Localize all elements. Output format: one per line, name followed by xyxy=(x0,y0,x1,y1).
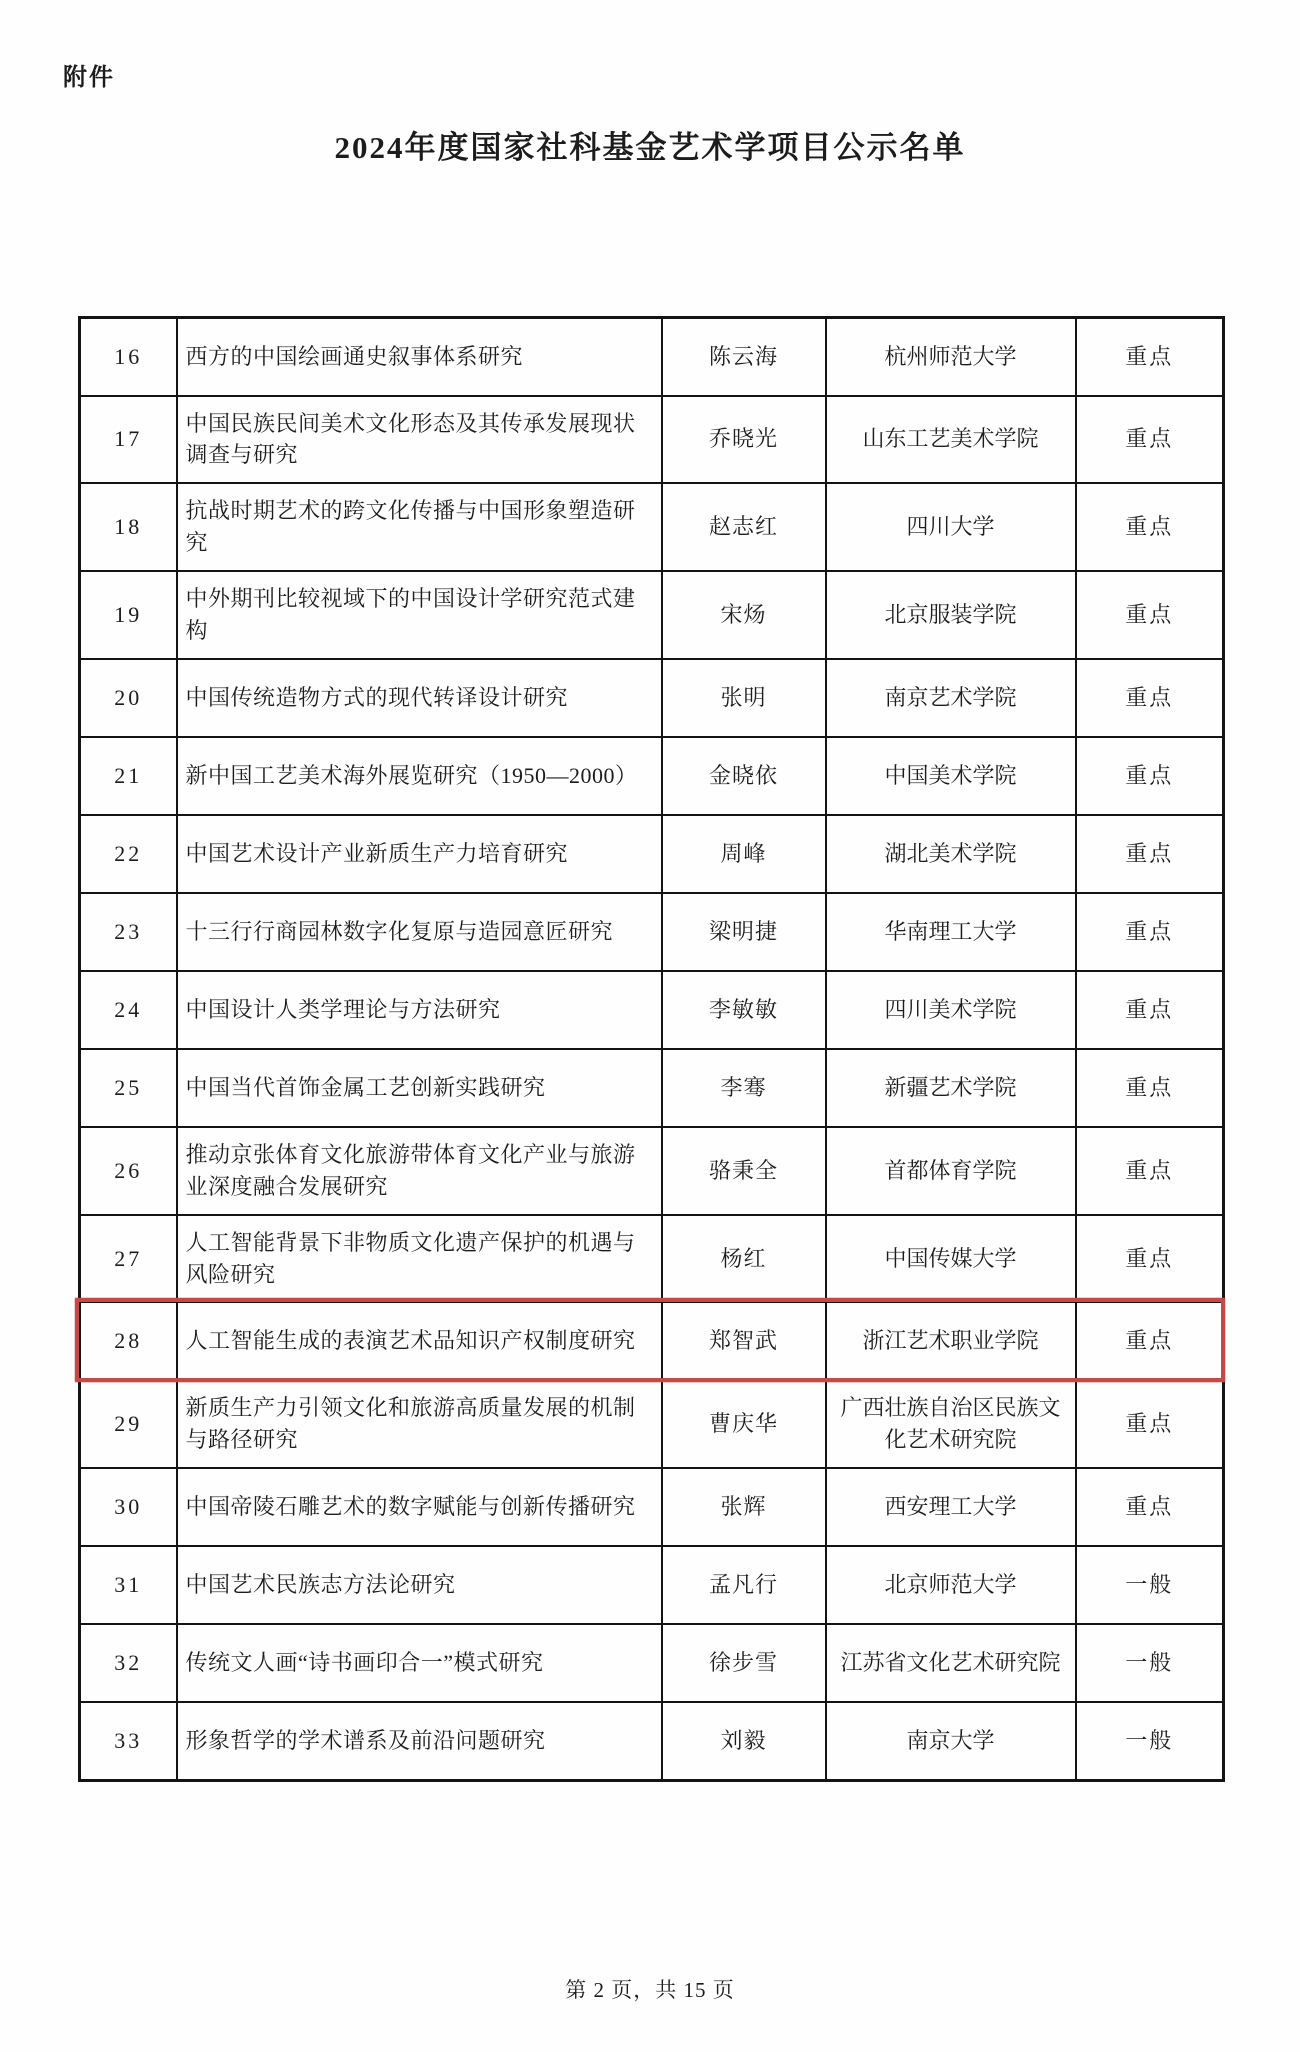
cell-row-number: 18 xyxy=(80,483,177,571)
cell-category: 重点 xyxy=(1076,1468,1224,1546)
cell-category: 重点 xyxy=(1076,1215,1224,1303)
cell-row-number: 31 xyxy=(80,1546,177,1624)
cell-person-name: 曹庆华 xyxy=(662,1380,826,1468)
cell-row-number: 32 xyxy=(80,1624,177,1702)
cell-person-name: 徐步雪 xyxy=(662,1624,826,1702)
cell-person-name: 陈云海 xyxy=(662,318,826,396)
cell-row-number: 19 xyxy=(80,571,177,659)
cell-category: 重点 xyxy=(1076,815,1224,893)
cell-person-name: 周峰 xyxy=(662,815,826,893)
cell-institution: 北京服装学院 xyxy=(826,571,1076,659)
cell-institution: 浙江艺术职业学院 xyxy=(826,1302,1076,1380)
table-row xyxy=(80,1702,1224,1780)
cell-institution: 湖北美术学院 xyxy=(826,815,1076,893)
cell-row-number: 22 xyxy=(80,815,177,893)
cell-category: 重点 xyxy=(1076,483,1224,571)
cell-project-title: 抗战时期艺术的跨文化传播与中国形象塑造研究 xyxy=(177,483,662,571)
cell-row-number: 17 xyxy=(80,396,177,484)
cell-institution: 广西壮族自治区民族文化艺术研究院 xyxy=(826,1380,1076,1468)
cell-person-name: 张辉 xyxy=(662,1468,826,1546)
table-row xyxy=(80,1049,1224,1127)
table-row xyxy=(80,1624,1224,1702)
cell-person-name: 郑智武 xyxy=(662,1302,826,1380)
cell-category: 重点 xyxy=(1076,737,1224,815)
cell-project-title: 形象哲学的学术谱系及前沿问题研究 xyxy=(177,1702,662,1780)
table-row xyxy=(80,1302,1224,1380)
table-row xyxy=(80,1127,1224,1215)
cell-project-title: 中国设计人类学理论与方法研究 xyxy=(177,971,662,1049)
cell-category: 一般 xyxy=(1076,1546,1224,1624)
cell-project-title: 中国艺术民族志方法论研究 xyxy=(177,1546,662,1624)
cell-category: 重点 xyxy=(1076,571,1224,659)
cell-project-title: 中国民族民间美术文化形态及其传承发展现状调查与研究 xyxy=(177,396,662,484)
cell-person-name: 张明 xyxy=(662,659,826,737)
cell-institution: 山东工艺美术学院 xyxy=(826,396,1076,484)
cell-row-number: 25 xyxy=(80,1049,177,1127)
cell-project-title: 人工智能背景下非物质文化遗产保护的机遇与风险研究 xyxy=(177,1215,662,1303)
cell-person-name: 孟凡行 xyxy=(662,1546,826,1624)
table-row xyxy=(80,1468,1224,1546)
projects-table xyxy=(78,316,1225,1782)
table-row xyxy=(80,893,1224,971)
cell-row-number: 21 xyxy=(80,737,177,815)
cell-institution: 南京艺术学院 xyxy=(826,659,1076,737)
cell-project-title: 中国传统造物方式的现代转译设计研究 xyxy=(177,659,662,737)
cell-institution: 首都体育学院 xyxy=(826,1127,1076,1215)
cell-category: 一般 xyxy=(1076,1702,1224,1780)
cell-institution: 四川大学 xyxy=(826,483,1076,571)
cell-row-number: 16 xyxy=(80,318,177,396)
cell-institution: 华南理工大学 xyxy=(826,893,1076,971)
cell-row-number: 30 xyxy=(80,1468,177,1546)
table-row xyxy=(80,815,1224,893)
cell-category: 重点 xyxy=(1076,659,1224,737)
cell-institution: 江苏省文化艺术研究院 xyxy=(826,1624,1076,1702)
cell-row-number: 29 xyxy=(80,1380,177,1468)
cell-row-number: 23 xyxy=(80,893,177,971)
cell-person-name: 李敏敏 xyxy=(662,971,826,1049)
attachment-label: 附件 xyxy=(63,64,115,91)
cell-project-title: 推动京张体育文化旅游带体育文化产业与旅游业深度融合发展研究 xyxy=(177,1127,662,1215)
cell-project-title: 中国当代首饰金属工艺创新实践研究 xyxy=(177,1049,662,1127)
cell-person-name: 赵志红 xyxy=(662,483,826,571)
table-row xyxy=(80,1215,1224,1303)
projects-table-wrap xyxy=(78,316,1224,1782)
cell-row-number: 26 xyxy=(80,1127,177,1215)
cell-institution: 杭州师范大学 xyxy=(826,318,1076,396)
cell-institution: 新疆艺术学院 xyxy=(826,1049,1076,1127)
cell-project-title: 传统文人画“诗书画印合一”模式研究 xyxy=(177,1624,662,1702)
cell-project-title: 人工智能生成的表演艺术品知识产权制度研究 xyxy=(177,1302,662,1380)
cell-person-name: 乔晓光 xyxy=(662,396,826,484)
cell-project-title: 中国艺术设计产业新质生产力培育研究 xyxy=(177,815,662,893)
cell-category: 重点 xyxy=(1076,1380,1224,1468)
table-row xyxy=(80,318,1224,396)
cell-category: 一般 xyxy=(1076,1624,1224,1702)
table-row xyxy=(80,659,1224,737)
cell-row-number: 33 xyxy=(80,1702,177,1780)
cell-person-name: 宋炀 xyxy=(662,571,826,659)
cell-person-name: 梁明捷 xyxy=(662,893,826,971)
cell-person-name: 刘毅 xyxy=(662,1702,826,1780)
table-row xyxy=(80,971,1224,1049)
cell-category: 重点 xyxy=(1076,396,1224,484)
cell-project-title: 中国帝陵石雕艺术的数字赋能与创新传播研究 xyxy=(177,1468,662,1546)
cell-institution: 北京师范大学 xyxy=(826,1546,1076,1624)
cell-category: 重点 xyxy=(1076,1049,1224,1127)
table-row xyxy=(80,571,1224,659)
cell-person-name: 金晓依 xyxy=(662,737,826,815)
cell-institution: 四川美术学院 xyxy=(826,971,1076,1049)
cell-project-title: 十三行行商园林数字化复原与造园意匠研究 xyxy=(177,893,662,971)
cell-category: 重点 xyxy=(1076,1302,1224,1380)
cell-row-number: 20 xyxy=(80,659,177,737)
cell-row-number: 27 xyxy=(80,1215,177,1303)
cell-person-name: 李骞 xyxy=(662,1049,826,1127)
cell-row-number: 24 xyxy=(80,971,177,1049)
table-row xyxy=(80,1380,1224,1468)
cell-person-name: 杨红 xyxy=(662,1215,826,1303)
cell-person-name: 骆秉全 xyxy=(662,1127,826,1215)
cell-category: 重点 xyxy=(1076,318,1224,396)
table-row xyxy=(80,483,1224,571)
table-row xyxy=(80,1546,1224,1624)
cell-project-title: 西方的中国绘画通史叙事体系研究 xyxy=(177,318,662,396)
page-footer: 第 2 页，共 15 页 xyxy=(565,1978,735,2002)
cell-project-title: 新质生产力引领文化和旅游高质量发展的机制与路径研究 xyxy=(177,1380,662,1468)
cell-institution: 西安理工大学 xyxy=(826,1468,1076,1546)
cell-row-number: 28 xyxy=(80,1302,177,1380)
cell-category: 重点 xyxy=(1076,893,1224,971)
table-row xyxy=(80,396,1224,484)
cell-category: 重点 xyxy=(1076,1127,1224,1215)
cell-institution: 中国美术学院 xyxy=(826,737,1076,815)
cell-institution: 中国传媒大学 xyxy=(826,1215,1076,1303)
page-title: 2024年度国家社科基金艺术学项目公示名单 xyxy=(334,130,966,165)
cell-project-title: 中外期刊比较视域下的中国设计学研究范式建构 xyxy=(177,571,662,659)
table-row xyxy=(80,737,1224,815)
cell-institution: 南京大学 xyxy=(826,1702,1076,1780)
cell-project-title: 新中国工艺美术海外展览研究（1950—2000） xyxy=(177,737,662,815)
cell-category: 重点 xyxy=(1076,971,1224,1049)
